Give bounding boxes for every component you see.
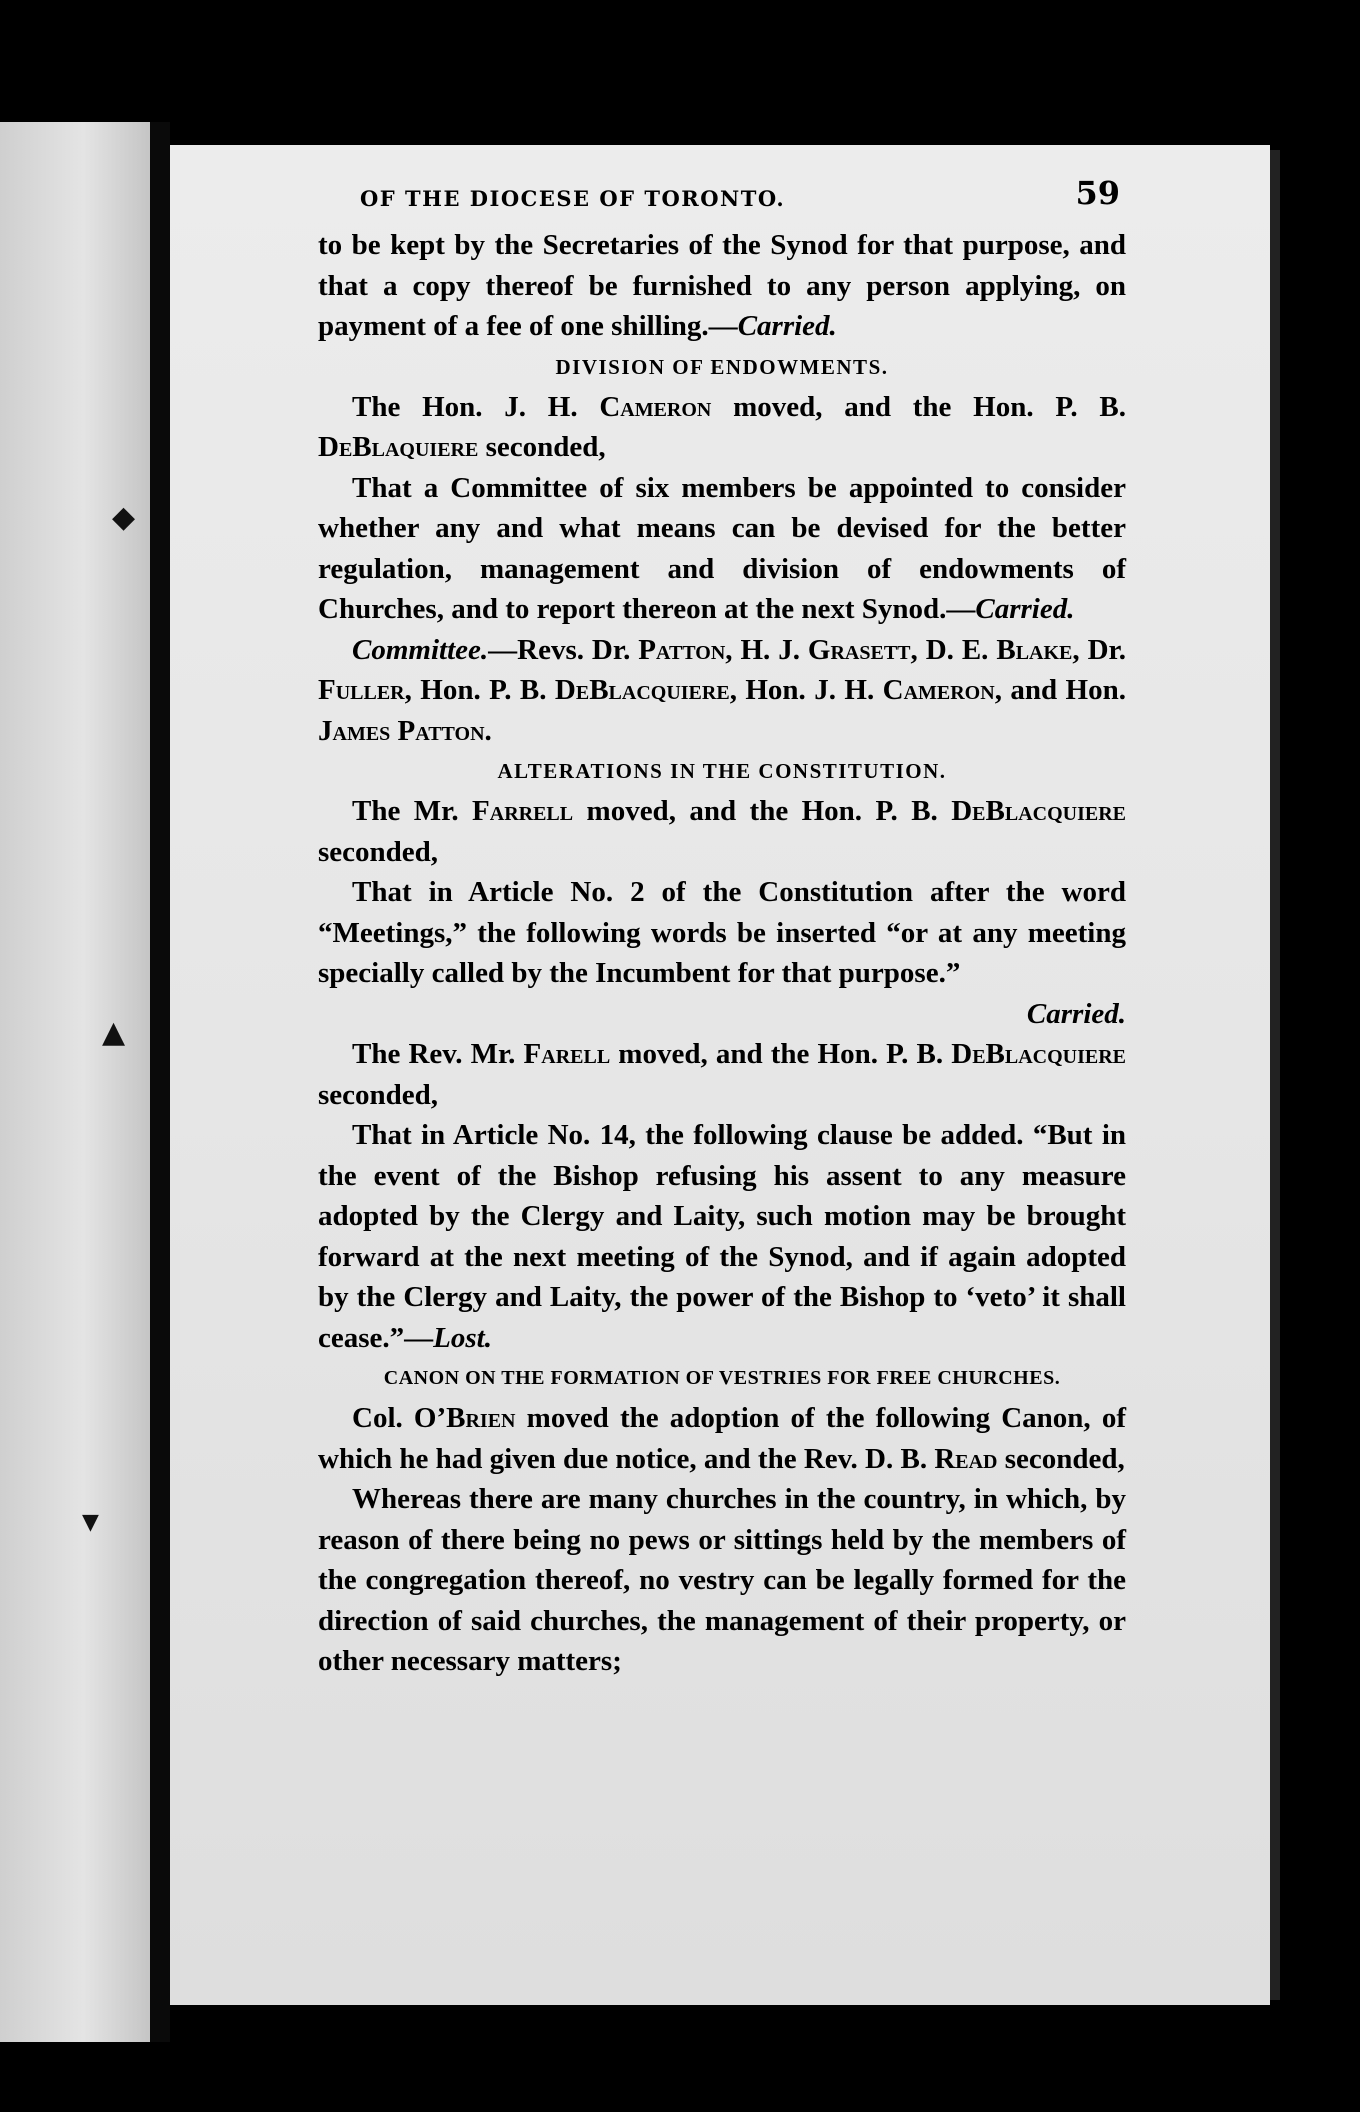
motion-text-endowments: That a Committee of six members be appointed to consider whether any and what means can be devised for the better regulation, management and division of endowments of Churches, and to report thereon at the next Synod.—Carried.: [318, 471, 1126, 625]
stray-mark-arrow-1: ▲: [102, 1015, 126, 1050]
canon-whereas-clause: Whereas there are many churches in the country, in which, by reason of there being no pews or sittings held by the members of the congregation thereof, no vestry can be legally formed for the direction of said churches, the management of their property, or other necessary matters;: [318, 1483, 1126, 1677]
motion-mover-article-14: The Rev. Mr. Farell moved, and the Hon. P. B. DeBlacquiere seconded,: [318, 1038, 1127, 1111]
page-header: [360, 172, 1120, 222]
paragraph-continuation: to be kept by the Secretaries of the Synod for that purpose, and that a copy thereof be furnished to any person applying, on payment of a fee of one shilling.—Carried.: [318, 229, 1126, 342]
stray-mark-arrow-2: ▼: [82, 1510, 99, 1535]
running-head: OF THE DIOCESE OF TORONTO.: [360, 186, 786, 211]
book-gutter: [150, 122, 170, 2042]
motion-text-article-14: That in Article No. 14, the following clause be added. “But in the event of the Bishop refusing his assent to any measure adopted by the Clergy and Laity, such motion may be brought forward at the next meeting of the Synod, and if again adopted by the Clergy and Laity, the power of the Bishop to ‘veto’ it shall cease.”—Lost.: [318, 1119, 1126, 1354]
motion-result-article-2: Carried.: [1026, 997, 1126, 1030]
page-number: 59: [1075, 174, 1120, 212]
section-heading-canon: CANON ON THE FORMATION OF VESTRIES FOR FREE CHURCHES.: [383, 1367, 1061, 1389]
page-body: [318, 225, 1126, 1682]
motion-mover-endowments: The Hon. J. H. Cameron moved, and the Hon. P. B. DeBlaquiere seconded,: [318, 390, 1126, 463]
section-heading-constitution: ALTERATIONS IN THE CONSTITUTION.: [497, 759, 947, 783]
stray-mark-diamond: ◆: [112, 500, 136, 535]
motion-text-article-2: That in Article No. 2 of the Constitution after the word “Meetings,” the following words be inserted “or at any meeting specially called by the Incumbent for that purpose.”: [318, 876, 1126, 989]
motion-mover-article-2: The Mr. Farrell moved, and the Hon. P. B. DeBlacquiere seconded,: [318, 795, 1126, 868]
page-right-edge: [1270, 150, 1280, 2000]
committee-list: Committee.—Revs. Dr. Patton, H. J. Grasett, D. E. Blake, Dr. Fuller, Hon. P. B. DeBlacquiere, Hon. J. H. Cameron, and Hon. James Patton.: [318, 633, 1126, 747]
section-heading-endowments: DIVISION OF ENDOWMENTS.: [555, 354, 889, 379]
facing-page-edge: [0, 122, 152, 2042]
motion-mover-canon: Col. O’Brien moved the adoption of the following Canon, of which he had given due notice, and the Rev. D. B. Read seconded,: [318, 1402, 1126, 1475]
